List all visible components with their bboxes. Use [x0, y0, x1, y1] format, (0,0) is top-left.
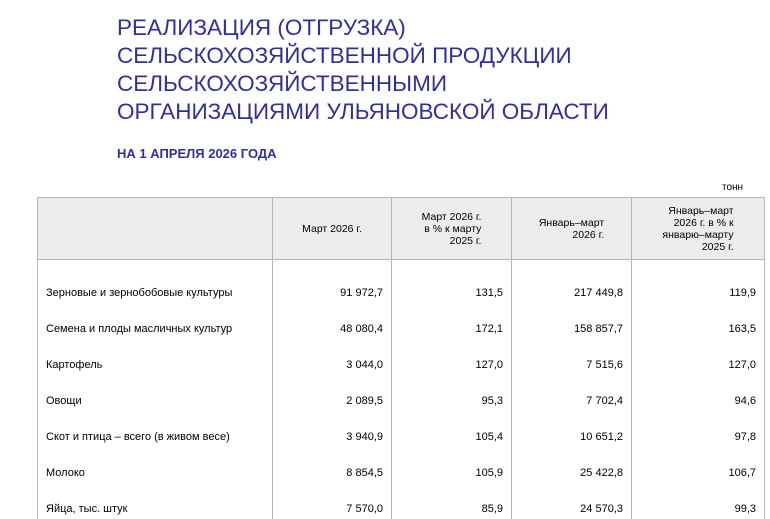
value-cell: 97,8: [632, 411, 765, 447]
value-cell: 91 972,7: [273, 260, 392, 304]
value-cell: 217 449,8: [512, 260, 632, 304]
value-cell: 8 854,5: [273, 447, 392, 483]
title-line: РЕАЛИЗАЦИЯ (ОТГРУЗКА): [117, 14, 737, 42]
row-label: Овощи: [38, 375, 273, 411]
header-text: Январь–март 2026 г.: [539, 217, 604, 241]
value-cell: 127,0: [392, 339, 512, 375]
value-cell: 10 651,2: [512, 411, 632, 447]
table-row: [38, 303, 765, 339]
document-subtitle: НА 1 АПРЕЛЯ 2026 ГОДА: [117, 146, 277, 161]
value-cell: 106,7: [632, 447, 765, 483]
row-label: Зерновые и зернобобовые культуры: [38, 260, 273, 304]
value-cell: 7 515,6: [512, 339, 632, 375]
header-cell: [512, 198, 632, 260]
value-cell: 99,3: [632, 483, 765, 519]
value-cell: 119,9: [632, 260, 765, 304]
value-cell: 158 857,7: [512, 303, 632, 339]
value-cell: 2 089,5: [273, 375, 392, 411]
header-text: Январь–март 2026 г. в % к январю–марту 2025 г.: [662, 205, 733, 253]
table-row: [38, 260, 765, 304]
header-cell: [632, 198, 765, 260]
table-row: [38, 447, 765, 483]
value-cell: 105,9: [392, 447, 512, 483]
value-cell: 3 044,0: [273, 339, 392, 375]
document-title: [117, 14, 737, 126]
header-text: Март 2026 г. в % к марту 2025 г.: [422, 211, 482, 247]
table-row: [38, 483, 765, 519]
value-cell: 94,6: [632, 375, 765, 411]
value-cell: 105,4: [392, 411, 512, 447]
header-cell: [392, 198, 512, 260]
title-line: СЕЛЬСКОХОЗЯЙСТВЕННЫМИ: [117, 70, 737, 98]
table-row: [38, 411, 765, 447]
table-header-row: [38, 198, 765, 260]
unit-label: тонн: [722, 182, 743, 193]
header-cell-empty: [38, 198, 273, 260]
title-line: СЕЛЬСКОХОЗЯЙСТВЕННОЙ ПРОДУКЦИИ: [117, 42, 737, 70]
row-label: Семена и плоды масличных культур: [38, 303, 273, 339]
value-cell: 95,3: [392, 375, 512, 411]
row-label: Картофель: [38, 339, 273, 375]
value-cell: 7 570,0: [273, 483, 392, 519]
header-cell: Март 2026 г.: [273, 198, 392, 260]
value-cell: 25 422,8: [512, 447, 632, 483]
table-row: [38, 339, 765, 375]
value-cell: 172,1: [392, 303, 512, 339]
row-label: Яйца, тыс. штук: [38, 483, 273, 519]
value-cell: 163,5: [632, 303, 765, 339]
title-line: ОРГАНИЗАЦИЯМИ УЛЬЯНОВСКОЙ ОБЛАСТИ: [117, 98, 737, 126]
value-cell: 7 702,4: [512, 375, 632, 411]
row-label: Скот и птица – всего (в живом весе): [38, 411, 273, 447]
value-cell: 24 570,3: [512, 483, 632, 519]
value-cell: 3 940,9: [273, 411, 392, 447]
value-cell: 127,0: [632, 339, 765, 375]
table-row: [38, 375, 765, 411]
value-cell: 85,9: [392, 483, 512, 519]
data-table: [37, 197, 765, 519]
value-cell: 48 080,4: [273, 303, 392, 339]
row-label: Молоко: [38, 447, 273, 483]
table-body: [38, 260, 765, 519]
value-cell: 131,5: [392, 260, 512, 304]
